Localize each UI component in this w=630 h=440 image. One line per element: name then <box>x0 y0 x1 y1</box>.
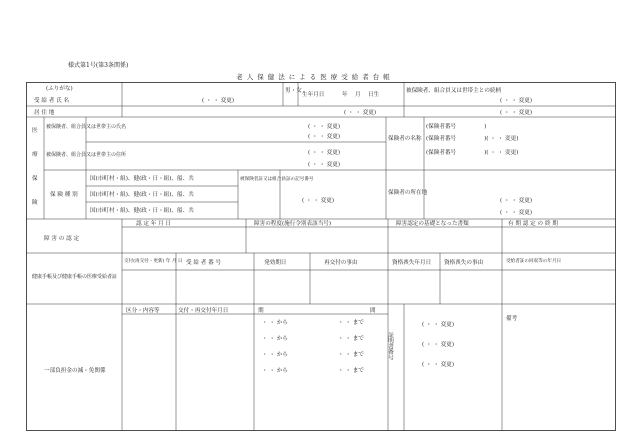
copay-header-issue-date: 交付・再交付年月日 <box>178 308 229 314</box>
disability-header-term-end: 有 期 認 定 の 終 期 <box>508 221 558 227</box>
handbook-header-recipient-no: 受 給 者 番 号 <box>186 260 222 266</box>
copay-from-3: ・ ・ から <box>262 352 288 358</box>
recipient-name-label: 受 給 者 氏 名 <box>34 98 70 104</box>
copay-label: 一部負担金の減・免関係 <box>44 368 106 374</box>
insurance-type-label: 保 険 種 別 <box>50 192 78 198</box>
insurance-side-1: 医 <box>32 128 38 134</box>
handbook-header-loss-reason: 資格喪失の事由 <box>444 260 484 266</box>
copay-from-1: ・ ・ から <box>262 320 288 326</box>
certificate-change-1: ( ・ ・ 変更) <box>422 322 455 328</box>
certificate-change-2: ( ・ ・ 変更) <box>422 342 455 348</box>
insurance-type-options-3: 国(市町村・組)、健(政・日・組)、船、共 <box>90 208 194 214</box>
handbook-header-reissue-reason: 再交付の事由 <box>324 260 358 266</box>
insured-addr-change-2: ( ・ ・ 変更) <box>308 162 341 168</box>
copay-to-3: ・ ・ まで <box>338 352 364 358</box>
insurance-side-2: 療 <box>32 152 38 158</box>
relation-label: 被保険者、組合員又は世帯主との続柄 <box>406 88 502 94</box>
birthdate-label: 生年月日 <box>302 92 325 98</box>
ledger-form <box>26 82 616 432</box>
insurer-addr-change-2: ( ・ ・ 変更) <box>500 210 533 216</box>
insurance-side-4: 険 <box>32 200 38 206</box>
name-change-note: ( ・ ・ 変更) <box>202 98 235 104</box>
insurer-number-2: (保険者番号 )( ・ ・ 変更) <box>426 136 519 142</box>
insured-address-label: 被保険者、組合員又は世帯主の住所 <box>46 152 127 158</box>
relation-change-note: ( ・ ・ 変更) <box>500 98 533 104</box>
handbook-label: 健康手帳及び健康手帳の医療受給者証 <box>32 274 118 280</box>
insurance-type-options-1: 国(市町村・組)、健(政・日・組)、船、共 <box>90 176 194 182</box>
copay-to-4: ・ ・ まで <box>338 368 364 374</box>
insurer-address-label: 保険者の所在地 <box>388 190 428 196</box>
remarks-label: 備考 <box>506 316 518 322</box>
page-title: 老人保健法による医療受給者台帳 <box>236 73 394 81</box>
insurance-type-options-2: 国(市町村・組)、健(政・日・組)、船、共 <box>90 192 194 198</box>
address-change-1: ( ・ ・ 変更) <box>344 110 377 116</box>
address-change-2: ( ・ ・ 変更) <box>500 110 533 116</box>
insured-name-change-2: ( ・ ・ 変更) <box>308 134 341 140</box>
insurer-addr-change: ( ・ ・ 変更) <box>500 198 533 204</box>
symbol-change: ( ・ ・ 変更) <box>302 198 335 204</box>
handbook-header-loss-date: 資格喪失年月日 <box>392 260 432 266</box>
sex-label: 男・女 <box>285 88 302 94</box>
birthdate-format: 年 月 日生 <box>342 92 380 98</box>
insured-name-change: ( ・ ・ 変更) <box>308 124 341 130</box>
certificate-label: 証明書番号 <box>387 332 393 360</box>
disability-header-degree: 障害の程度(施行令別表該当号) <box>254 221 332 227</box>
disability-header-documents: 障害認定の基礎となった書類 <box>396 221 469 227</box>
copay-header-period-2: 間 <box>370 308 376 314</box>
handbook-header-effective: 発効期日 <box>264 260 287 266</box>
symbol-number-label: 被保険者証又は組合員証の記号番号 <box>240 177 314 182</box>
insured-name-label: 被保険者、組合員又は世帯主の氏名 <box>46 124 127 130</box>
copay-to-2: ・ ・ まで <box>338 336 364 342</box>
copay-from-4: ・ ・ から <box>262 368 288 374</box>
disability-header-date: 認 定 年 月 日 <box>136 221 172 227</box>
insurance-side-3: 保 <box>32 176 38 182</box>
certificate-change-3: ( ・ ・ 変更) <box>422 362 455 368</box>
copay-header-period-1: 期 <box>258 308 264 314</box>
disability-label: 障 害 の 認 定 <box>44 236 80 242</box>
copay-from-2: ・ ・ から <box>262 336 288 342</box>
furigana-label: (ふりがな) <box>46 86 73 92</box>
copay-header-category: 区分・内容等 <box>126 308 160 314</box>
insurer-number-1: (保険者番号 ) <box>426 124 487 130</box>
address-label: 居 住 地 <box>34 110 55 116</box>
handbook-header-return-date: 受給者証の回収等の年月日 <box>506 259 562 264</box>
insurer-number-3: (保険者番号 )( ・ ・ 変更) <box>426 150 519 156</box>
insured-addr-change: ( ・ ・ 変更) <box>308 150 341 156</box>
insurer-name-label: 保険者の名称 <box>388 136 422 142</box>
form-number-label: 様式第1号(第3条関係) <box>68 62 129 69</box>
copay-to-1: ・ ・ まで <box>338 320 364 326</box>
handbook-header-issue-date: 交付(再交付・更新) 年 月 日 <box>124 259 183 264</box>
ledger-table <box>26 82 616 432</box>
